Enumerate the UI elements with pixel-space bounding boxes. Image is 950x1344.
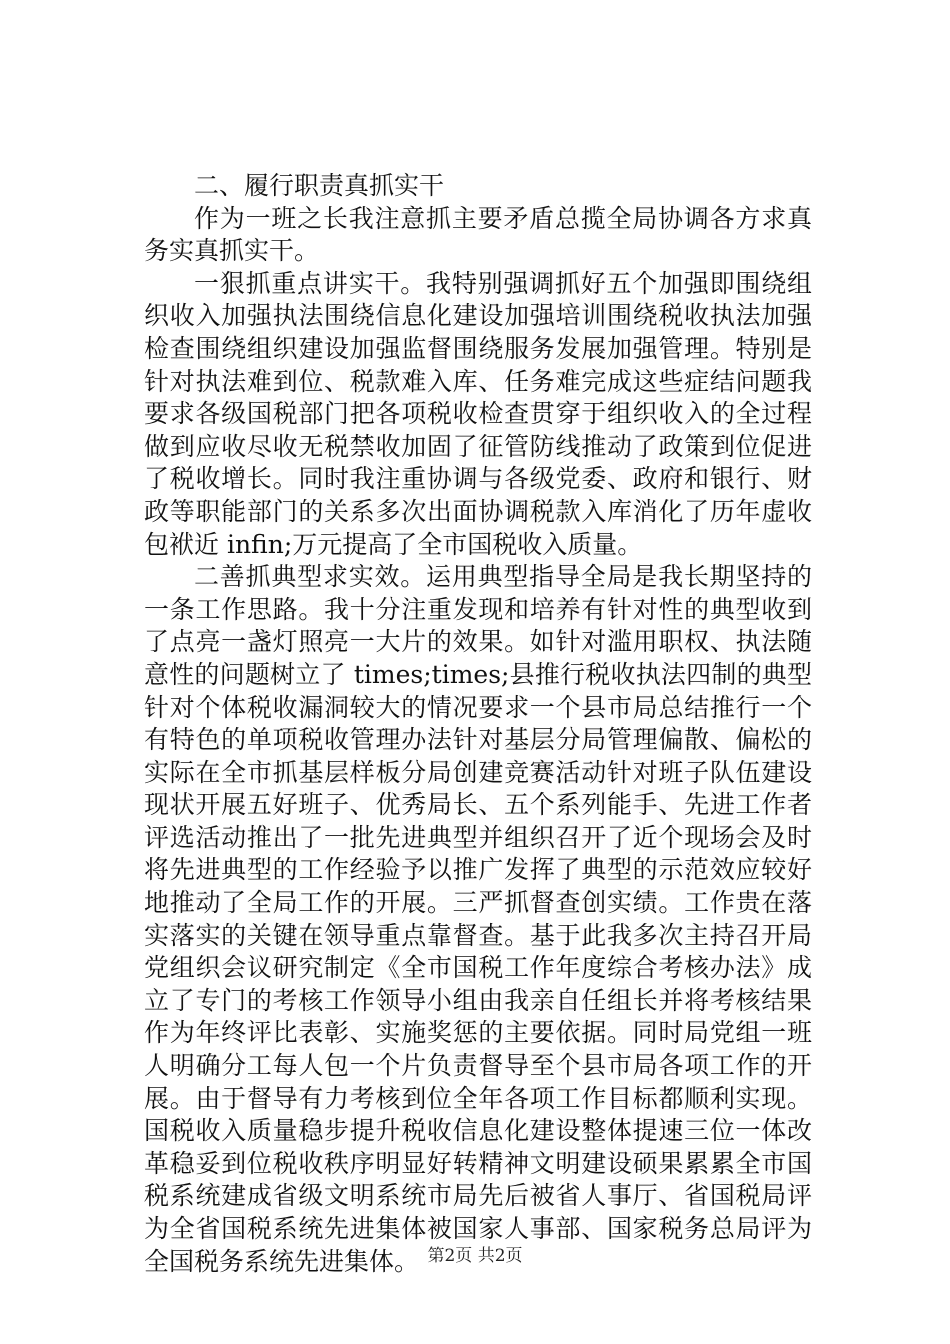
section-heading: 二、履行职责真抓实干 <box>194 171 445 200</box>
paragraph-intro: 作为一班之长我注意抓主要矛盾总揽全局协调各方求真务实真抓实干。 <box>144 203 812 266</box>
document-body <box>144 170 812 1278</box>
page-footer: 第2页 共2页 <box>427 1246 523 1266</box>
paragraph-typical-examples: 二善抓典型求实效。运用典型指导全局是我长期坚持的一条工作思路。我十分注重发现和培养有针对性的典型收到了点亮一盏灯照亮一大片的效果。如针对滥用职权、执法随意性的问题树立了 times;times;县推行税收执法四制的典型针对个体税收漏洞较大的情况要求一个县市局总结推行一个有特色的单项税收管理办法针对基层分局管理偏散、偏松的实际在全市抓基层样板分局创建竞赛活动针对班子队伍建设现状开展五好班子、优秀局长、五个系列能手、先进工作者评选活动推出了一批先进典型并组织召开了近个现场会及时将先进典型的工作经验予以推广发挥了典型的示范效应较好地推动了全局工作的开展。三严抓督查创实绩。工作贵在落实落实的关键在领导重点靠督查。基于此我多次主持召开局党组织会议研究制定《全市国税工作年度综合考核办法》成立了专门的考核工作领导小组由我亲自任组长并将考核结果作为年终评比表彰、实施奖惩的主要依据。同时局党组一班人明确分工每人包一个片负责督导至个县市局各项工作的开展。由于督导有力考核到位全年各项工作目标都顺利实现。国税收入质量稳步提升税收信息化建设整体提速三位一体改革稳妥到位税收秩序明显好转精神文明建设硕果累累全市国税系统建成省级文明系统市局先后被省人事厅、省国税局评为全省国税系统先进集体被国家人事部、国家税务总局评为全国税务系统先进集体。 <box>144 562 812 1276</box>
paragraph-key-points: 一狠抓重点讲实干。我特别强调抓好五个加强即围绕组织收入加强执法围绕信息化建设加强培训围绕税收执法加强检查围绕组织建设加强监督围绕服务发展加强管理。特别是针对执法难到位、税款难入库、任务难完成这些症结问题我要求各级国税部门把各项税收检查贯穿于组织收入的全过程做到应收尽收无税禁收加固了征管防线推动了政策到位促进了税收增长。同时我注重协调与各级党委、政府和银行、财政等职能部门的关系多次出面协调税款入库消化了历年虚收包袱近 infin;万元提高了全市国税收入质量。 <box>144 268 812 559</box>
